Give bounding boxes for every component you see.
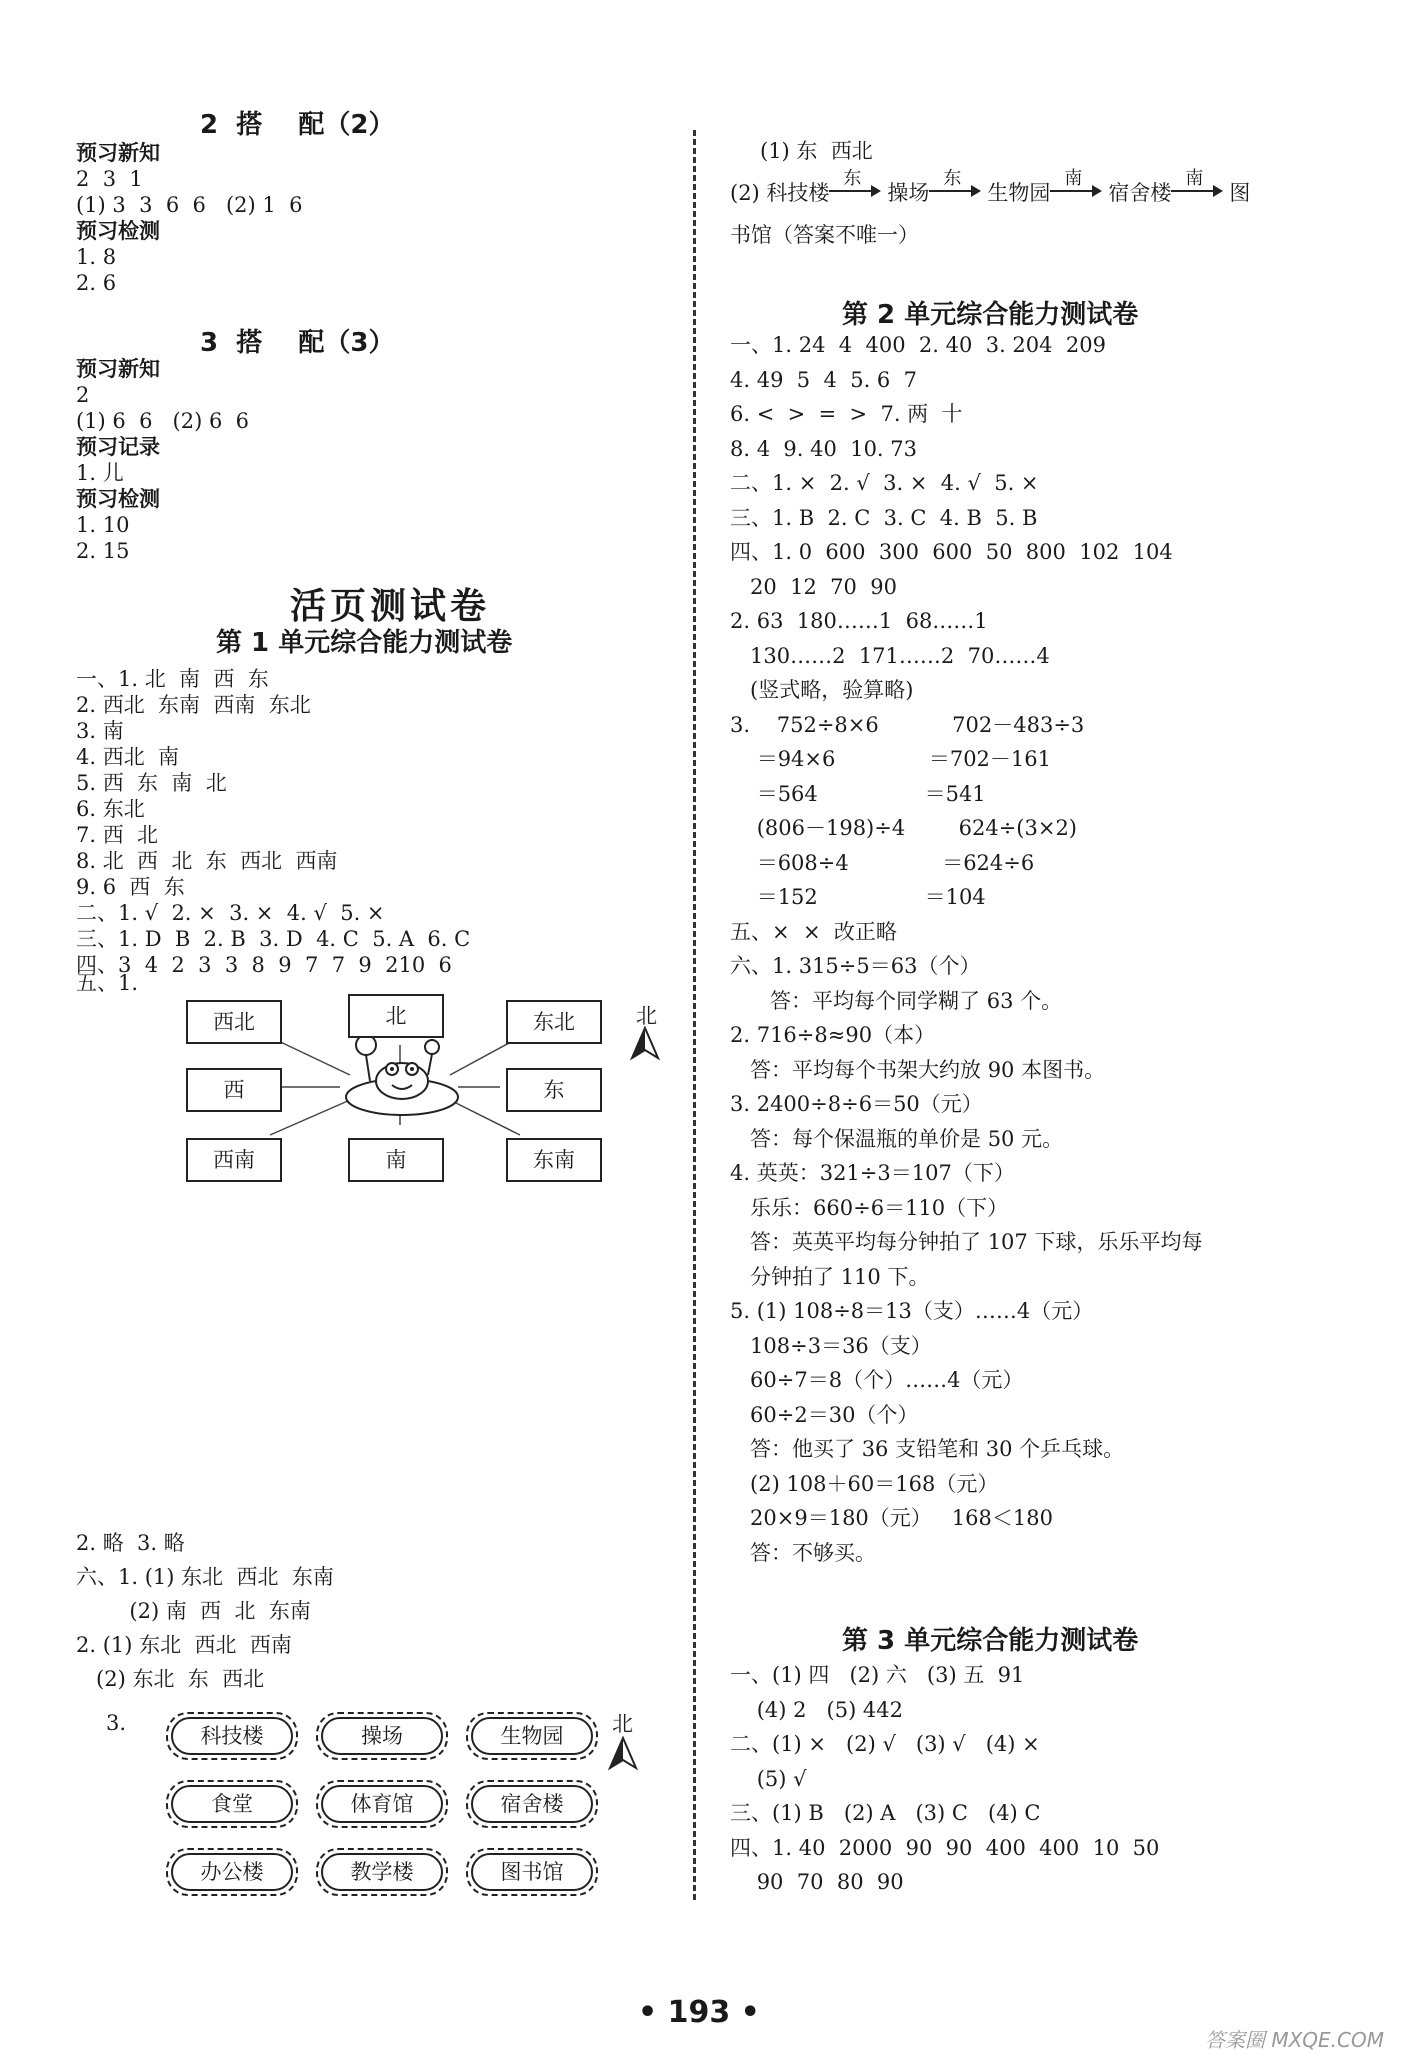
watermark-logo: 答案圈 MXQE.COM (1204, 2028, 1384, 2052)
answer-line: 2. 63 180……1 68……1 (730, 609, 988, 633)
subheading: 预习新知 (76, 141, 160, 165)
route-direction-label: 南 (1064, 168, 1083, 189)
answer-line: 答：不够买。 (730, 1540, 877, 1565)
answer-line: 60÷7＝8（个）……4（元） (730, 1368, 1024, 1392)
answer-line: 5. 西 东 南 北 (76, 771, 227, 795)
map-pill-tiyuguan: 体育馆 (316, 1780, 448, 1828)
column-divider (693, 130, 696, 1900)
north-label: 北 (612, 1712, 633, 1736)
answer-line: 三、1. D B 2. B 3. D 4. C 5. A 6. C (76, 927, 471, 951)
answer-line: 2. 6 (76, 271, 117, 295)
map-pill-bangonglou: 办公楼 (166, 1848, 298, 1896)
subheading: 预习新知 (76, 357, 160, 381)
answer-line: (1) 3 3 6 6 (2) 1 6 (76, 193, 303, 217)
answer-line: 二、1. × 2. √ 3. × 4. √ 5. × (730, 471, 1039, 495)
answer-line: 四、1. 0 600 300 600 50 800 102 104 (730, 540, 1173, 564)
route-arrow (1050, 168, 1108, 206)
unit-3-title: 第 3 单元综合能力测试卷 (842, 1626, 1139, 1656)
answer-line: 2. 716÷8≈90（本） (730, 1023, 936, 1047)
compass-box-south: 南 (348, 1138, 444, 1182)
subheading: 预习检测 (76, 487, 160, 511)
route-chain (730, 168, 1251, 214)
answer-line: 六、1. (1) 东北 西北 东南 (76, 1565, 334, 1589)
map-pill-keji: 科技楼 (166, 1712, 298, 1760)
answer-line: 三、1. B 2. C 3. C 4. B 5. B (730, 505, 1038, 530)
answer-line: 4. 49 5 4 5. 6 7 (730, 367, 917, 392)
answer-line: 7. 西 北 (76, 823, 159, 847)
answer-line: 一、(1) 四 (2) 六 (3) 五 91 (730, 1663, 1025, 1687)
map-pill-shengwuyuan: 生物园 (466, 1712, 598, 1760)
route-place: 图 (1229, 181, 1251, 205)
route-arrow (829, 168, 887, 206)
answer-line: 书馆（答案不唯一） (730, 223, 919, 247)
answer-line: 2. 15 (76, 539, 130, 563)
answer-line: 3. 752÷8×6 702－483÷3 (730, 712, 1085, 737)
route-start: (2) 科技楼 (730, 181, 830, 205)
page-number: • 193 • (638, 1995, 760, 2030)
north-label: 北 (636, 1004, 657, 1028)
map-pill-shitang: 食堂 (166, 1780, 298, 1828)
route-place: 宿舍楼 (1108, 181, 1172, 205)
answer-label: 五、1. (76, 971, 139, 995)
route-direction-label: 东 (943, 168, 962, 189)
answer-line: 5. (1) 108÷8＝13（支）……4（元） (730, 1299, 1094, 1323)
compass-box-southwest: 西南 (186, 1138, 282, 1182)
answer-line: 9. 6 西 东 (76, 875, 185, 899)
answer-line: 四、1. 40 2000 90 90 400 400 10 50 (730, 1835, 1160, 1860)
answer-line: 答：每个保温瓶的单价是 50 元。 (730, 1126, 1064, 1151)
answer-line: 乐乐：660÷6＝110（下） (730, 1195, 1009, 1220)
answer-line: 4. 西北 南 (76, 745, 180, 769)
compass-box-east: 东 (506, 1068, 602, 1112)
route-direction-label: 东 (843, 168, 862, 189)
unit-2-title: 第 2 单元综合能力测试卷 (842, 300, 1139, 330)
answer-line: (2) 东北 东 西北 (76, 1667, 265, 1691)
answer-line: ＝152 ＝104 (730, 885, 986, 909)
subheading: 预习记录 (76, 435, 160, 459)
compass-box-southeast: 东南 (506, 1138, 602, 1182)
route-direction-label: 南 (1185, 168, 1204, 189)
answer-line: ＝94×6 ＝702－161 (730, 747, 1051, 771)
answer-line: (4) 2 (5) 442 (730, 1697, 904, 1722)
answer-label: 3. (106, 1711, 127, 1735)
answer-line: 二、1. √ 2. × 3. × 4. √ 5. × (76, 901, 385, 925)
answer-line: 分钟拍了 110 下。 (730, 1264, 930, 1289)
answer-line: 二、(1) × (2) √ (3) √ (4) × (730, 1732, 1040, 1756)
answer-line: (1) 6 6 (2) 6 6 (76, 409, 250, 433)
answer-line: 答：平均每个同学糊了 63 个。 (730, 988, 1063, 1013)
map-pill-jiaoxuelou: 教学楼 (316, 1848, 448, 1896)
answer-line: 8. 北 西 北 东 西北 西南 (76, 849, 338, 873)
answer-line: (806－198)÷4 624÷(3×2) (730, 816, 1077, 840)
route-place: 生物园 (987, 181, 1051, 205)
answer-line: 答：英英平均每分钟拍了 107 下球，乐乐平均每 (730, 1230, 1203, 1254)
answer-line: 一、1. 北 南 西 东 (76, 667, 269, 691)
answer-line: (5) √ (730, 1766, 807, 1791)
route-arrow (1171, 168, 1229, 206)
answer-line: ＝564 ＝541 (730, 781, 986, 806)
answer-line: (2) 108＋60＝168（元） (730, 1471, 999, 1496)
compass-box-west: 西 (186, 1068, 282, 1112)
answer-line: 4. 英英：321÷3＝107（下） (730, 1161, 1015, 1185)
answer-line: 2 3 1 (76, 167, 143, 191)
route-arrow (929, 168, 987, 206)
answer-line: ＝608÷4 ＝624÷6 (730, 850, 1035, 875)
map-pill-sushelou: 宿舍楼 (466, 1780, 598, 1828)
answer-line: 6. < > = > 7. 两 十 (730, 402, 963, 426)
answer-line: 1. 10 (76, 513, 130, 537)
answer-line: 1. 儿 (76, 461, 124, 485)
answer-line: 答：他买了 36 支铅笔和 30 个乒乓球。 (730, 1437, 1125, 1461)
compass-box-northwest: 西北 (186, 1000, 282, 1044)
answer-line: 1. 8 (76, 245, 117, 269)
section-title-2: 2 搭 配（2） (200, 110, 395, 140)
map-pill-caochang: 操场 (316, 1712, 448, 1760)
answer-line: (1) 东 西北 (760, 139, 873, 163)
answer-line: 2. 西北 东南 西南 东北 (76, 693, 311, 717)
answer-line: 20 12 70 90 (730, 574, 897, 599)
subheading: 预习检测 (76, 219, 160, 243)
answer-line: 2. 略 3. 略 (76, 1531, 185, 1555)
answer-line: 6. 东北 (76, 797, 145, 821)
answer-line: 2 (76, 383, 90, 407)
answer-line: 答：平均每个书架大约放 90 本图书。 (730, 1057, 1106, 1082)
answer-line: 130……2 171……2 70……4 (730, 643, 1050, 668)
test-paper-title: 活页测试卷 (290, 586, 491, 627)
answer-line: 2. (1) 东北 西北 西南 (76, 1633, 292, 1657)
answer-line: 三、(1) B (2) A (3) C (4) C (730, 1801, 1041, 1825)
answer-line: 60÷2＝30（个） (730, 1402, 919, 1427)
answer-line: 8. 4 9. 40 10. 73 (730, 436, 918, 461)
answer-line: 3. 2400÷8÷6＝50（元） (730, 1092, 983, 1116)
answer-line: 3. 南 (76, 719, 124, 743)
answer-line: 90 70 80 90 (730, 1870, 904, 1894)
compass-box-northeast: 东北 (506, 1000, 602, 1044)
answer-line: 一、1. 24 4 400 2. 40 3. 204 209 (730, 333, 1106, 357)
north-arrow-icon (630, 1026, 660, 1062)
answer-line: 五、× × 改正略 (730, 919, 897, 944)
answer-line: 20×9＝180（元） 168＜180 (730, 1506, 1053, 1530)
unit-1-title: 第 1 单元综合能力测试卷 (216, 628, 513, 658)
route-place: 操场 (887, 181, 930, 205)
answer-line: (竖式略，验算略) (730, 678, 914, 702)
section-title-3: 3 搭 配（3） (200, 328, 395, 358)
answer-line: 六、1. 315÷5＝63（个） (730, 954, 981, 978)
frog-icon (346, 1035, 458, 1115)
answer-line: (2) 南 西 北 东南 (76, 1599, 311, 1623)
map-pill-tushuguan: 图书馆 (466, 1848, 598, 1896)
answer-line: 108÷3＝36（支） (730, 1333, 932, 1358)
answer-line: 四、3 4 2 3 3 8 9 7 7 9 210 6 (76, 953, 452, 977)
compass-box-north: 北 (348, 994, 444, 1038)
north-arrow-icon (608, 1736, 638, 1772)
